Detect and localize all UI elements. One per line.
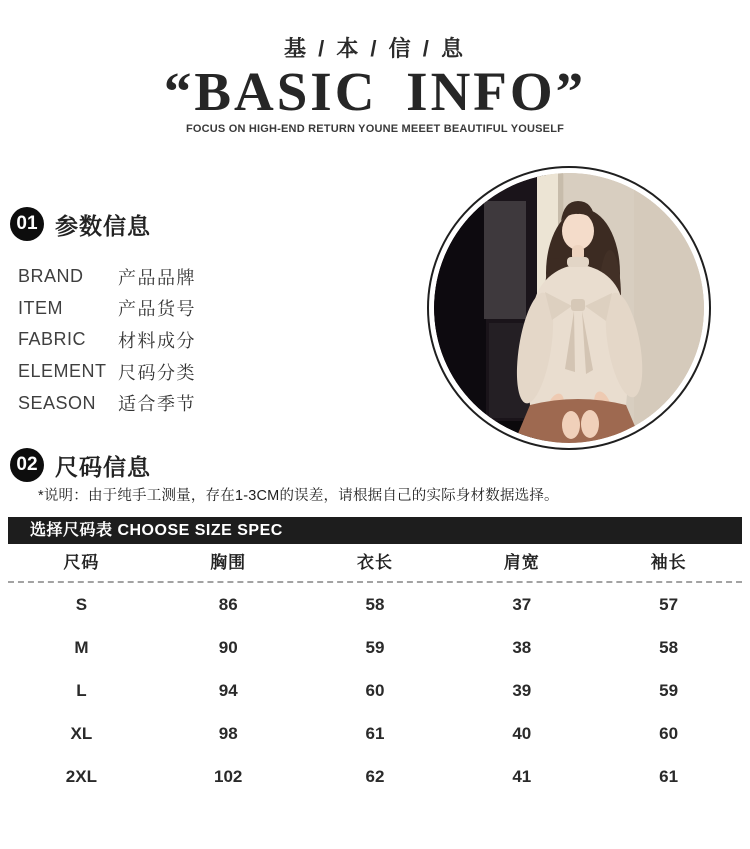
param-row	[18, 261, 196, 293]
table-cell: 59	[659, 681, 679, 700]
table-cell: 61	[659, 767, 679, 786]
column-header: 袖长	[650, 553, 687, 572]
page-header	[0, 32, 750, 135]
table-cell: 2XL	[65, 767, 97, 786]
table-cell: S	[75, 595, 88, 614]
table-cell: 59	[365, 638, 385, 657]
table-header-row	[8, 544, 742, 581]
section-number-badge: 01	[10, 207, 44, 241]
header-title-chinese: 基 / 本 / 信 / 息	[283, 36, 466, 61]
param-row	[18, 293, 196, 325]
size-section-header	[10, 448, 151, 482]
table-cell: 41	[512, 767, 532, 786]
param-value: 尺码分类	[118, 362, 196, 383]
header-tagline: FOCUS ON HIGH-END RETURN YOUNE MEEET BEAUTIFUL YOUSELF	[185, 123, 565, 136]
table-cell: M	[74, 638, 89, 657]
param-value: 材料成分	[118, 330, 196, 351]
column-header: 肩宽	[503, 553, 540, 572]
column-header: 衣长	[356, 553, 393, 572]
table-cell: 98	[218, 724, 238, 743]
table-cell: 58	[659, 638, 679, 657]
size-section-title: 尺码信息	[55, 453, 151, 480]
param-row	[18, 356, 196, 388]
params-section-title: 参数信息	[55, 212, 151, 239]
table-cell: 60	[365, 681, 385, 700]
table-row	[8, 755, 742, 798]
size-table	[8, 544, 742, 798]
table-cell: 62	[365, 767, 385, 786]
table-row	[8, 712, 742, 755]
param-label: ELEMENT	[18, 361, 107, 382]
param-value: 产品货号	[118, 299, 196, 320]
column-header: 尺码	[63, 553, 100, 572]
param-label: ITEM	[18, 297, 63, 318]
table-cell: 60	[659, 724, 679, 743]
table-cell: XL	[70, 724, 93, 743]
table-cell: 57	[659, 595, 679, 614]
param-label: BRAND	[18, 266, 84, 287]
header-title-english: “BASIC INFO”	[163, 61, 587, 122]
model-photo-ring	[427, 166, 711, 450]
column-header: 胸围	[210, 553, 247, 572]
param-row	[18, 324, 196, 356]
model-photo-illustration	[434, 173, 704, 443]
param-value: 适合季节	[118, 394, 196, 415]
param-label: SEASON	[18, 392, 97, 413]
table-cell: 40	[512, 724, 532, 743]
table-cell: 102	[214, 767, 243, 786]
table-cell: 90	[218, 638, 238, 657]
table-cell: 37	[512, 595, 532, 614]
table-row	[8, 669, 742, 712]
table-cell: 58	[365, 595, 385, 614]
param-value: 产品品牌	[118, 267, 196, 288]
model-photo	[434, 173, 704, 443]
param-label: FABRIC	[18, 329, 87, 350]
table-cell: 94	[218, 681, 238, 700]
table-cell: 39	[512, 681, 532, 700]
table-cell: 61	[365, 724, 385, 743]
params-list	[18, 261, 196, 419]
size-spec-bar-title: 选择尺码表 CHOOSE SIZE SPEC	[8, 517, 742, 544]
table-row	[8, 626, 742, 669]
table-cell: L	[76, 681, 87, 700]
size-note: *说明：由于纯手工测量，存在1-3CM的误差，请根据自己的实际身材数据选择。	[38, 488, 559, 504]
table-cell: 38	[512, 638, 532, 657]
table-row	[8, 583, 742, 626]
table-cell: 86	[218, 595, 238, 614]
params-section-header	[10, 207, 151, 241]
section-number-badge: 02	[10, 448, 44, 482]
param-row	[18, 387, 196, 419]
